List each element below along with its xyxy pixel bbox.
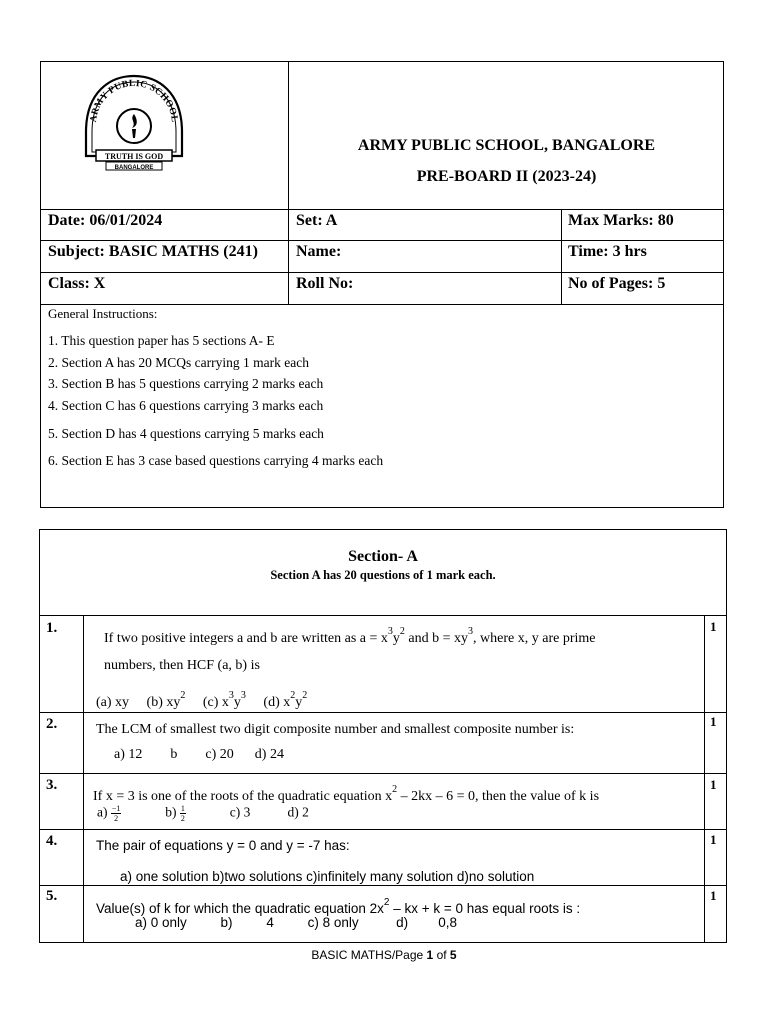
section-rule: [39, 885, 727, 886]
fraction: $\frac{-1}{2}$: [111, 804, 121, 823]
instruction-item: 3. Section B has 5 questions carrying 2 marks each: [48, 376, 324, 391]
subject-field: Subject: BASIC MATHS (241): [48, 243, 258, 260]
fraction: $\frac{1}{2}$: [180, 804, 185, 823]
instruction-item: 6. Section E has 3 case based questions carrying 4 marks each: [48, 453, 384, 468]
answer-options: a) 0 only b) 4 c) 8 only d) 0,8: [135, 915, 457, 930]
header-rule: [40, 209, 724, 210]
page-footer: BASIC MATHS/Page 1 of 5: [311, 948, 457, 962]
question-text: numbers, then HCF (a, b) is: [104, 658, 260, 673]
question-text: The LCM of smallest two digit composite number and smallest composite number is:: [96, 722, 575, 737]
date-field: Date: 06/01/2024: [48, 212, 163, 229]
section-subtitle: Section A has 20 questions of 1 mark each.: [270, 568, 496, 582]
school-logo: [80, 72, 188, 174]
torch-icon: [132, 114, 137, 138]
section-title: Section- A: [348, 548, 418, 565]
question-marks: 1: [710, 714, 717, 729]
header-rule: [40, 240, 724, 241]
question-number: 2.: [46, 716, 58, 732]
question-marks: 1: [710, 832, 717, 847]
header-rule: [40, 304, 724, 305]
question-marks: 1: [710, 888, 717, 903]
answer-options: a) one solution b)two solutions c)infinitely many solution d)no solution: [120, 869, 535, 884]
section-rule: [39, 829, 727, 830]
section-rule: [39, 615, 727, 616]
time-field: Time: 3 hrs: [568, 243, 647, 260]
section-rule: [39, 773, 727, 774]
question-text: Value(s) of k for which the quadratic equation $2x^2$ – kx + k = 0 has equal roots is :: [96, 897, 581, 916]
marks-column-divider: [704, 615, 705, 943]
class-field: Class: X: [48, 275, 106, 292]
answer-options: a) 12 b c) 20 d) 24: [114, 747, 284, 762]
set-field: Set: A: [296, 212, 338, 229]
instructions-title: General Instructions:: [48, 306, 158, 321]
answer-options: a) $\frac{-1}{2}$ b) $\frac{1}{2}$ c) 3 d) 2: [97, 804, 309, 823]
instruction-item: 5. Section D has 4 questions carrying 5 marks each: [48, 426, 324, 441]
max-marks-field: Max Marks: 80: [568, 212, 674, 229]
section-rule: [39, 712, 727, 713]
name-field: Name:: [296, 243, 342, 260]
answer-options: (a) xy (b) $xy^2$ (c) $x^3y^3$ (d) $x^2y^2$: [96, 690, 308, 710]
logo-city: BANGALORE: [114, 165, 154, 171]
pages-field: No of Pages: 5: [568, 275, 666, 292]
school-name: ARMY PUBLIC SCHOOL, BANGALORE: [357, 137, 656, 154]
question-number: 4.: [46, 833, 58, 849]
roll-no-field: Roll No:: [296, 275, 354, 292]
logo-arc-text: ARMY PUBLIC SCHOOL: [88, 78, 180, 123]
header-divider: [561, 209, 562, 304]
question-number: 5.: [46, 888, 58, 904]
instruction-item: 1. This question paper has 5 sections A- E: [48, 333, 275, 348]
instruction-item: 2. Section A has 20 MCQs carrying 1 mark each: [48, 355, 309, 370]
question-text: If two positive integers a and b are written as $a = x^3y^2$ and $b = xy^3$, where x, y are prime: [104, 626, 596, 646]
question-marks: 1: [710, 619, 717, 634]
question-number: 1.: [46, 620, 58, 636]
logo-motto: TRUTH IS GOD: [104, 152, 164, 161]
instruction-item: 4. Section C has 6 questions carrying 3 marks each: [48, 398, 324, 413]
number-column-divider: [83, 615, 84, 943]
exam-name: PRE-BOARD II (2023-24): [416, 168, 597, 185]
question-text: The pair of equations y = 0 and y = -7 has:: [96, 838, 350, 853]
question-number: 3.: [46, 777, 58, 793]
question-text: If x = 3 is one of the roots of the quadratic equation $x^2 - 2kx - 6 = 0$, then the value of k is: [93, 784, 600, 804]
question-marks: 1: [710, 777, 717, 792]
header-rule: [40, 272, 724, 273]
